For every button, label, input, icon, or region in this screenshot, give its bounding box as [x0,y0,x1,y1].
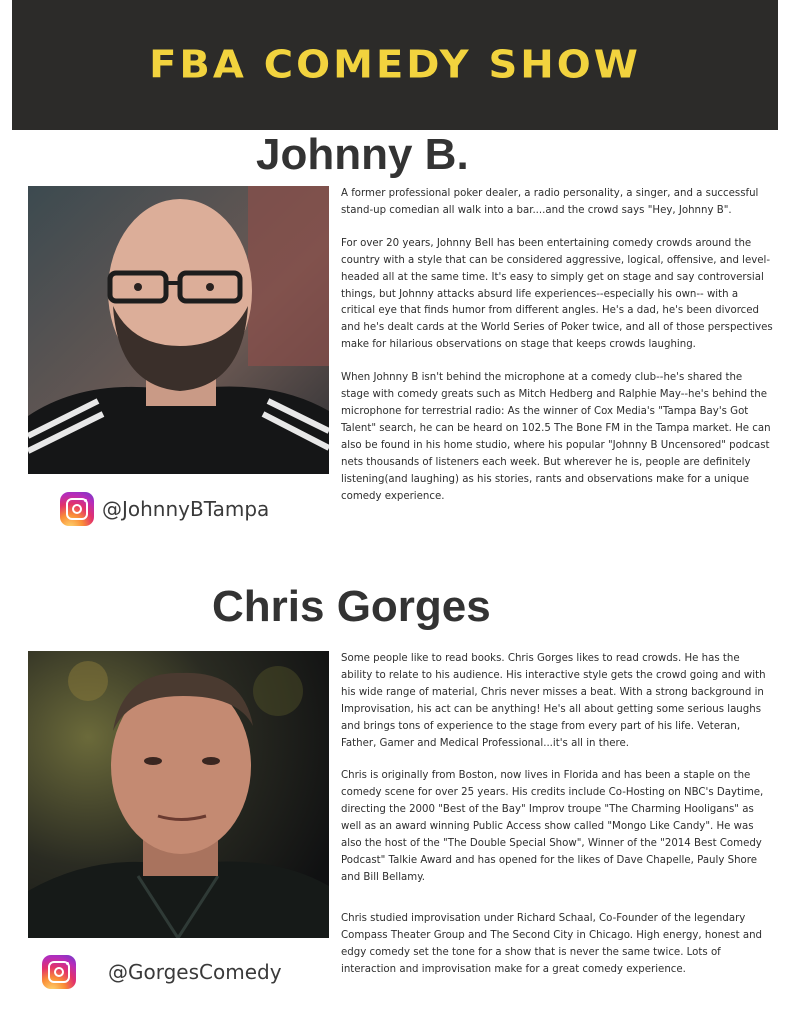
portrait-image [28,651,329,938]
instagram-icon[interactable] [42,955,76,989]
social-handle[interactable]: @JohnnyBTampa [102,497,270,521]
bio-paragraph: A former professional poker dealer, a radio personality, a singer, and a successful stand-up comedian all walk into a bar....and the crowd says "Hey, Johnny B". [341,188,759,216]
bio-paragraph: For over 20 years, Johnny Bell has been entertaining comedy crowds around the country with a style that can be considered aggressive, logical, offensive, and level-headed all at the same time. It's easy to simply get on stage and say controversial things, but Johnny attacks absurd life experiences--especially his own-- with a critical eye that finds humor from different angles. He's a dad, he's been divorced and he's dealt cards at the World Series of Poker twice, and all of those perspectives make for hilarious observations on stage that keeps crowds laughing. [341,237,773,351]
bio-paragraph: Chris is originally from Boston, now lives in Florida and has been a staple on the comedy scene for over 25 years. His credits include Co-Hosting on NBC's Daytime, directing the 2000 "Best of the Bay" Improv troupe "The Charming Hooligans" as well as an award winning Public Access show called "Mongo Like Candy". He was also the host of the "The Double Special Show", Winner of the "2014 Best Comedy Podcast" Talkie Award and has opened for the likes of Dave Chapelle, Pauly Shore and Bill Bellamy. [341,770,764,883]
performer-name: Chris Gorges [212,582,491,631]
performer-bio [341,651,773,994]
performer-name: Johnny B. [256,130,469,179]
header-banner [12,0,778,130]
bio-paragraph: Chris studied improvisation under Richard Schaal, Co-Founder of the legendary Compass Theater Group and The Second City in Chicago. High energy, honest and edgy comedy set the tone for a show that is never the same twice. Lots of interaction and improvisation make for a great comedy experience. [341,912,763,975]
portrait-image [28,186,329,474]
social-link[interactable] [60,492,269,526]
performer-bio [341,186,773,521]
bio-paragraph: Some people like to read books. Chris Gorges likes to read crowds. He has the ability to relate to his audience. His interactive style gets the crowd going and with his wide range of material, Chris never misses a beat. With a strong background in Improvisation, his act can be anything! He's all about getting some serious laughs and brings tons of experience to the stage from every part of his life. Veteran, Father, Gamer and Medical Professional...it's all in there. [341,653,766,749]
performer-photo [28,651,329,938]
performer-photo [28,186,329,474]
social-link[interactable] [42,955,282,989]
bio-paragraph: When Johnny B isn't behind the microphone at a comedy club--he's shared the stage with comedy greats such as Mitch Hedberg and Ralphie May--he's behind the microphone for terrestrial radio: As the winner of Cox Media's "Tampa Bay's Got Talent" search, he can be heard on 102.5 The Bone FM in the Tampa market. He can also be found in his home studio, where his popular "Johnny B Uncensored" podcast nets thousands of listeners each week. But wherever he is, people are definitely listening(and laughing) as his stories, rants and observations make for a unique comedy experience. [341,372,771,502]
instagram-icon[interactable] [60,492,94,526]
social-handle[interactable]: @GorgesComedy [108,960,282,984]
page-title: FBA COMEDY SHOW [149,43,641,87]
